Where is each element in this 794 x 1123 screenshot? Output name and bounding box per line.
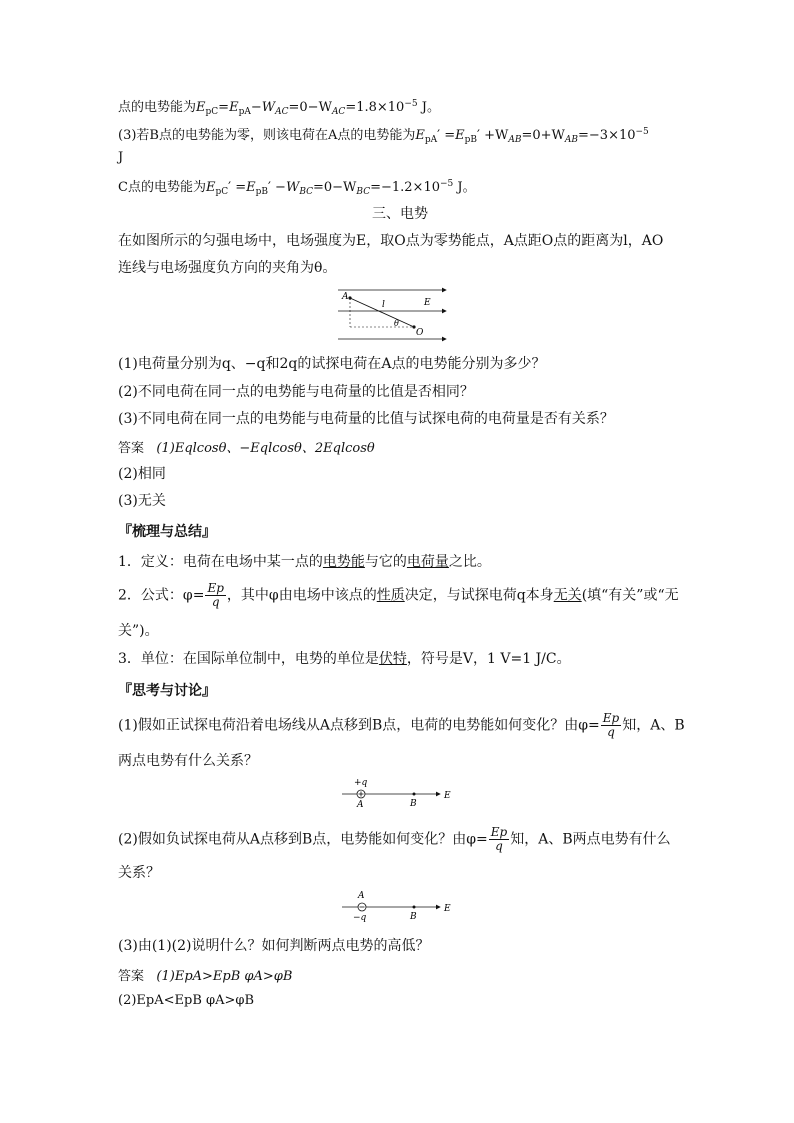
intro-line-2: 连线与电场强度负方向的夹角为θ。 <box>118 260 337 276</box>
question-3: (3)不同电荷在同一点的电势能与电荷量的比值与试探电荷的电荷量是否有关系？ <box>118 411 614 427</box>
discuss-q1-cont: 两点电势有什么关系？ <box>118 753 258 769</box>
field-diagram-1 <box>336 283 452 345</box>
summary-item-3: 3．单位：在国际单位制中，电势的单位是伏特，符号是V，1 V=1 J/C。 <box>118 651 571 667</box>
fig3-label-b: B <box>410 912 417 922</box>
intro-line-1: 在如图所示的匀强电场中，电场强度为E，取O点为零势能点，A点距O点的距离为l，AO <box>118 233 664 249</box>
fig2-label-a: A <box>357 800 364 808</box>
discuss-answer-2: (2)EpA<EpB φA>φB <box>118 993 255 1008</box>
prev-line-4: C点的电势能为$E_{pC}' =E_{pB}' -W_{BC}=0-W_{BC}=-1.2\times 10^{-5}$ J。 <box>118 179 476 197</box>
fig1-label-l: l <box>382 300 385 310</box>
formula-fraction: $\frac{Ep}{q}$ <box>490 825 508 853</box>
fig2-charge: +q <box>354 778 368 788</box>
prev-line-2: (3)若B点的电势能为零，则该电荷在A点的电势能为$E_{pA}' =E_{pB}' +W_{AB}=0+W_{AB}=-3\times 10^{-5}$ <box>118 127 649 145</box>
discuss-q2-cont: 关系？ <box>118 865 160 881</box>
question-1: (1)电荷量分别为q、−q和2q的试探电荷在A点的电势能分别为多少？ <box>118 356 546 372</box>
discuss-heading: 『思考与讨论』 <box>118 683 216 699</box>
section-heading: 三、电势 <box>372 206 428 222</box>
fig3-label-e: E <box>444 904 451 914</box>
fig3-label-a: A <box>358 891 365 901</box>
discuss-answer-1: 答案 (1)EpA>EpB φA>φB <box>118 969 293 984</box>
summary-item-2-cont: 关”)。 <box>118 623 159 639</box>
answer-3: (3)无关 <box>118 493 166 509</box>
summary-heading: 『梳理与总结』 <box>118 524 216 540</box>
answer-1: 答案 (1)Eqlcosθ、−Eqlcosθ、2Eqlcosθ <box>118 441 375 456</box>
fig2-label-e: E <box>444 791 451 801</box>
answer-2: (2)相同 <box>118 466 166 482</box>
fig1-label-a: A <box>342 292 349 302</box>
fig2-label-b: B <box>410 799 417 808</box>
formula-fraction: $\frac{Ep}{q}$ <box>602 711 620 739</box>
fig1-label-theta: θ <box>394 319 399 328</box>
prev-line-3: J <box>118 150 124 165</box>
summary-item-2: 2．公式：φ= $\frac{Ep}{q}$ ，其中φ由电场中该点的性质决定，与试探电荷q本身无关(填“有关”或“无 <box>118 581 679 609</box>
summary-item-1: 1．定义：电荷在电场中某一点的电势能与它的电荷量之比。 <box>118 554 491 570</box>
positive-charge-diagram <box>340 772 460 808</box>
discuss-q3: (3)由(1)(2)说明什么？如何判断两点电势的高低？ <box>118 938 430 954</box>
formula-fraction: $\frac{Ep}{q}$ <box>207 581 224 609</box>
fig1-label-e: E <box>424 298 431 308</box>
fig1-label-o: O <box>416 328 424 338</box>
prev-line-1: 点的电势能为$E_{pC}=E_{pA}-W_{AC}=0-W_{AC}=1.8\times 10^{-5}$ J。 <box>118 99 440 117</box>
negative-charge-diagram <box>340 886 460 922</box>
fig3-charge: −q <box>353 913 367 922</box>
discuss-q1: (1)假如正试探电荷沿着电场线从A点移到B点，电荷的电势能如何变化？由φ= $\frac{Ep}{q}$ 知，A、B <box>118 711 685 739</box>
discuss-q2: (2)假如负试探电荷从A点移到B点，电势能如何变化？由φ= $\frac{Ep}{q}$ 知，A、B两点电势有什么 <box>118 825 671 853</box>
question-2: (2)不同电荷在同一点的电势能与电荷量的比值是否相同？ <box>118 384 474 400</box>
